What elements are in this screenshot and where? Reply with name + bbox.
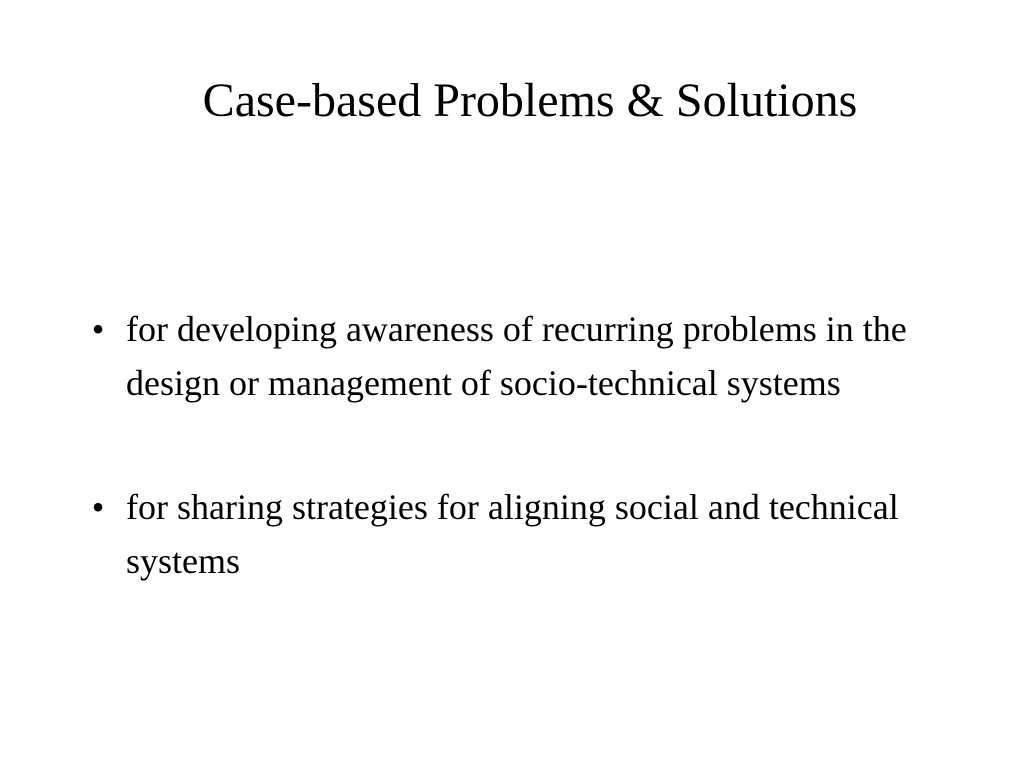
bullet-text: for sharing strategies for aligning social and technical systems bbox=[126, 487, 899, 581]
bullet-item-strategies bbox=[0, 480, 946, 588]
slide-title: Case-based Problems & Solutions bbox=[202, 74, 858, 127]
bullet-marker: • bbox=[91, 309, 105, 349]
bullet-text: for developing awareness of recurring problems in the design or management of socio-technical systems bbox=[126, 309, 907, 403]
bullet-item-awareness bbox=[0, 302, 946, 410]
bullet-list bbox=[0, 302, 1024, 588]
bullet-marker: • bbox=[91, 487, 105, 527]
